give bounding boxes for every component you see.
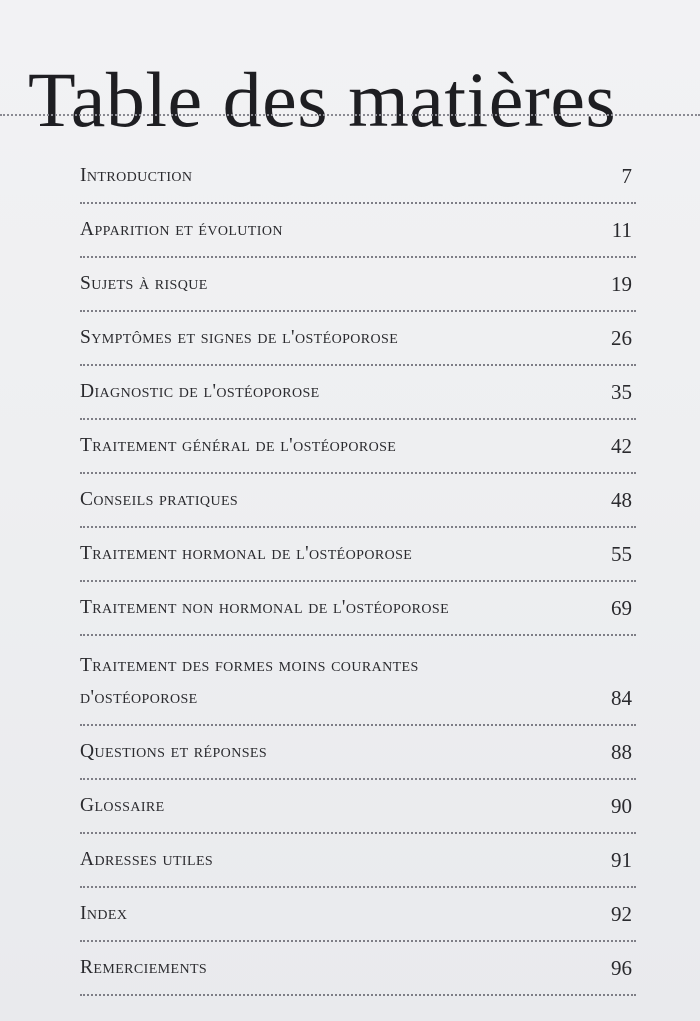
title-divider bbox=[0, 114, 700, 116]
toc-entry-page: 42 bbox=[611, 434, 632, 458]
toc-entry-page: 91 bbox=[611, 848, 632, 872]
table-of-contents bbox=[80, 150, 636, 996]
toc-entry-label: Traitement non hormonal de l'ostéoporose bbox=[80, 597, 450, 618]
toc-entry bbox=[80, 420, 636, 474]
toc-entry-label: Introduction bbox=[80, 165, 193, 186]
toc-entry-label: Apparition et évolution bbox=[80, 219, 283, 240]
toc-entry-label: Glossaire bbox=[80, 795, 165, 816]
toc-entry-page: 69 bbox=[611, 596, 632, 620]
toc-entry-label: Questions et réponses bbox=[80, 741, 268, 762]
toc-entry bbox=[80, 150, 636, 204]
toc-entry-label: Index bbox=[80, 903, 128, 924]
toc-entry bbox=[80, 834, 636, 888]
toc-entry bbox=[80, 312, 636, 366]
toc-entry-page: 96 bbox=[611, 956, 632, 980]
toc-entry bbox=[80, 204, 636, 258]
toc-entry-label: Adresses utiles bbox=[80, 849, 214, 870]
toc-entry-page: 19 bbox=[611, 272, 632, 296]
toc-entry-page: 88 bbox=[611, 740, 632, 764]
toc-entry-label: Remerciements bbox=[80, 957, 208, 978]
toc-entry-page: 84 bbox=[611, 686, 632, 710]
toc-entry bbox=[80, 366, 636, 420]
toc-entry bbox=[80, 582, 636, 636]
toc-entry-label: Symptômes et signes de l'ostéoporose bbox=[80, 327, 399, 348]
toc-entry bbox=[80, 474, 636, 528]
toc-entry bbox=[80, 942, 636, 996]
toc-entry-label: Diagnostic de l'ostéoporose bbox=[80, 381, 320, 402]
toc-entry bbox=[80, 636, 636, 726]
toc-entry bbox=[80, 780, 636, 834]
toc-entry bbox=[80, 726, 636, 780]
toc-entry-label: Traitement hormonal de l'ostéoporose bbox=[80, 543, 413, 564]
toc-entry-page: 11 bbox=[611, 218, 632, 242]
toc-entry-page: 92 bbox=[611, 902, 632, 926]
toc-entry-page: 7 bbox=[621, 164, 632, 188]
toc-entry-page: 90 bbox=[611, 794, 632, 818]
toc-entry-page: 26 bbox=[611, 326, 632, 350]
toc-entry-page: 48 bbox=[611, 488, 632, 512]
page-title: Table des matières bbox=[28, 56, 617, 144]
toc-entry-label: Traitement des formes moins courantes d'ostéoporose bbox=[80, 655, 419, 708]
toc-entry-page: 35 bbox=[611, 380, 632, 404]
toc-entry bbox=[80, 258, 636, 312]
toc-entry-label: Traitement général de l'ostéoporose bbox=[80, 435, 397, 456]
toc-entry bbox=[80, 528, 636, 582]
toc-entry-label: Conseils pratiques bbox=[80, 489, 239, 510]
toc-entry-label: Sujets à risque bbox=[80, 273, 208, 294]
toc-entry-page: 55 bbox=[611, 542, 632, 566]
toc-entry bbox=[80, 888, 636, 942]
